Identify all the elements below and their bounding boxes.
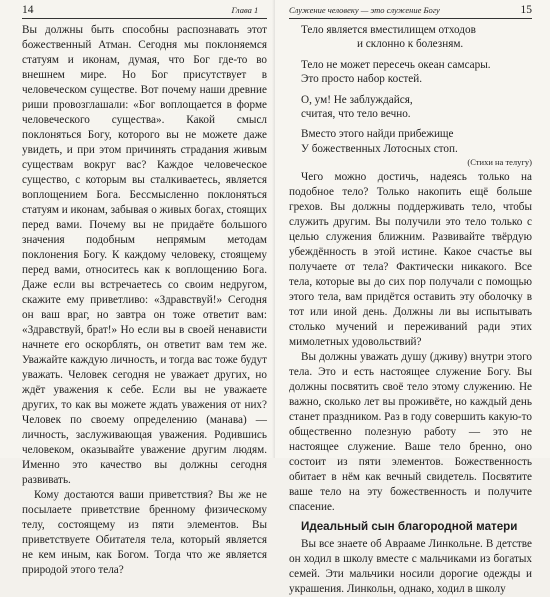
poem-line: У божественных Лотосных стоп. bbox=[301, 142, 458, 155]
poem-line: считая, что тело вечно. bbox=[301, 108, 411, 121]
right-page-body bbox=[289, 170, 532, 515]
paragraph: Вы должны быть способны распознавать этот божественный Атман. Сегодня мы поклоняемся статуям и иконам, думая, что Бог где-то во внешнем мире. Но Бог присутствует в человеческом существе. Вот почему наши древние риши провозглашали: «Бог воплощается в форме человеческого существа». Какой смысл поклоняться Богу, которого вы не можете даже увидеть, и при этом причинять страдания живым существам вокруг вас? Каждое человеческое существо, с которым вы сталкиваетесь, является воплощением Бога. Бессмысленно поклоняться статуям и иконам, забывая о живых богах, стоящих перед вами. Почему вы не придаёте большого значения подобным непрямым методам поклонения Богу. К каждому человеку, стоящему перед вами, относитесь как к воплощению Бога. Даже если вы встречаетесь со своим недругом, скажите ему приветливо: «Здравствуй!» Сегодня он ваш враг, но завтра он тоже ответит вам: «Здравствуй, брат!» Но если вы в своей ненависти начнете его оскорблять, он ответит вам тем же. Уважайте каждую личность, и тогда вас тоже будут уважать. Человек сегодня не уважает других, но ждёт уважения к себе. Если вы не уважаете других, то как вы можете ждать уважения от них? Человек по своему определению (манава) — личность, заслуживающая уважения. Родившись человеком, оказывайте уважение другим людям. Именно это качество вы должны сегодня развивать. bbox=[22, 24, 267, 486]
header-rule bbox=[289, 18, 532, 19]
paragraph: Чего можно достичь, надеясь только на подобное тело? Только накопить ещё больше грехов. Вы должны поддерживать тело, чтобы служить другим. Вы получили это тело только с целью служения ближним. Развивайте твёрдую убеждённость в этой истине. Какое счастье вы получаете от тела? Фактически никакого. Все тела, которые вы до сих пор получали с помощью этого тела, вам придётся оставить эту оболочку в тот или иной день. Должны ли вы испытывать столько мучений и переживаний ради этих мимолетных удовольствий? bbox=[289, 171, 532, 349]
poem-line: О, ум! Не заблуждайся, bbox=[301, 93, 413, 106]
section-body bbox=[289, 537, 532, 597]
poem-source: (Стихи на телугу) bbox=[467, 157, 532, 168]
poem-line: Это просто набор костей. bbox=[301, 73, 423, 86]
paragraph: Кому достаются ваши приветствия? Вы же не посылаете приветствие бренному физическому телу, состоящему из пяти элементов. Вы приветствуете Обитателя тела, который является не кем иным, как Богом. Тогда что же является природой этого тела? bbox=[22, 489, 267, 576]
left-page-header bbox=[22, 4, 267, 16]
paragraph: Вы все знаете об Аврааме Линкольне. В детстве он ходил в школу вместе с мальчиками из богатых семей. Эти мальчики носили дорогие одежды и украшения. Линкольн, однако, ходил в школу bbox=[289, 538, 532, 596]
header-rule bbox=[22, 18, 267, 19]
poem-line: и склонно к болезням. bbox=[357, 38, 464, 51]
poem-line: Тело является вместилищем отходов bbox=[301, 24, 476, 36]
left-page-body bbox=[22, 23, 267, 578]
page-number: 15 bbox=[520, 4, 532, 16]
paragraph: Вы должны уважать душу (дживу) внутри этого тела. Это и есть настоящее служение Богу. Вы должны посвятить своё тело этому служению. Не важно, сколько лет вы проживёте, но каждый день станет праздником. Раз в году совершить какую-то общественно полезную работу — это не настоящее служение. Ваше тело бренно, оно состоит из пяти элементов. Божественность обитает в нём как вечный свидетель. Посвятите ваше тело на эту божественность и получите спасение. bbox=[289, 351, 532, 514]
section-heading: Идеальный сын благородной матери bbox=[301, 520, 518, 534]
running-title: Служение человеку — это служение Богу bbox=[289, 5, 440, 15]
right-page bbox=[275, 0, 550, 596]
running-title: Глава 1 bbox=[231, 5, 259, 15]
poem bbox=[289, 23, 532, 156]
right-page-header bbox=[289, 4, 532, 16]
left-page bbox=[0, 0, 275, 576]
poem-line: Вместо этого найди прибежище bbox=[301, 128, 454, 141]
page-number: 14 bbox=[22, 4, 34, 16]
poem-line: Тело не может пересечь океан самсары. bbox=[301, 58, 491, 71]
